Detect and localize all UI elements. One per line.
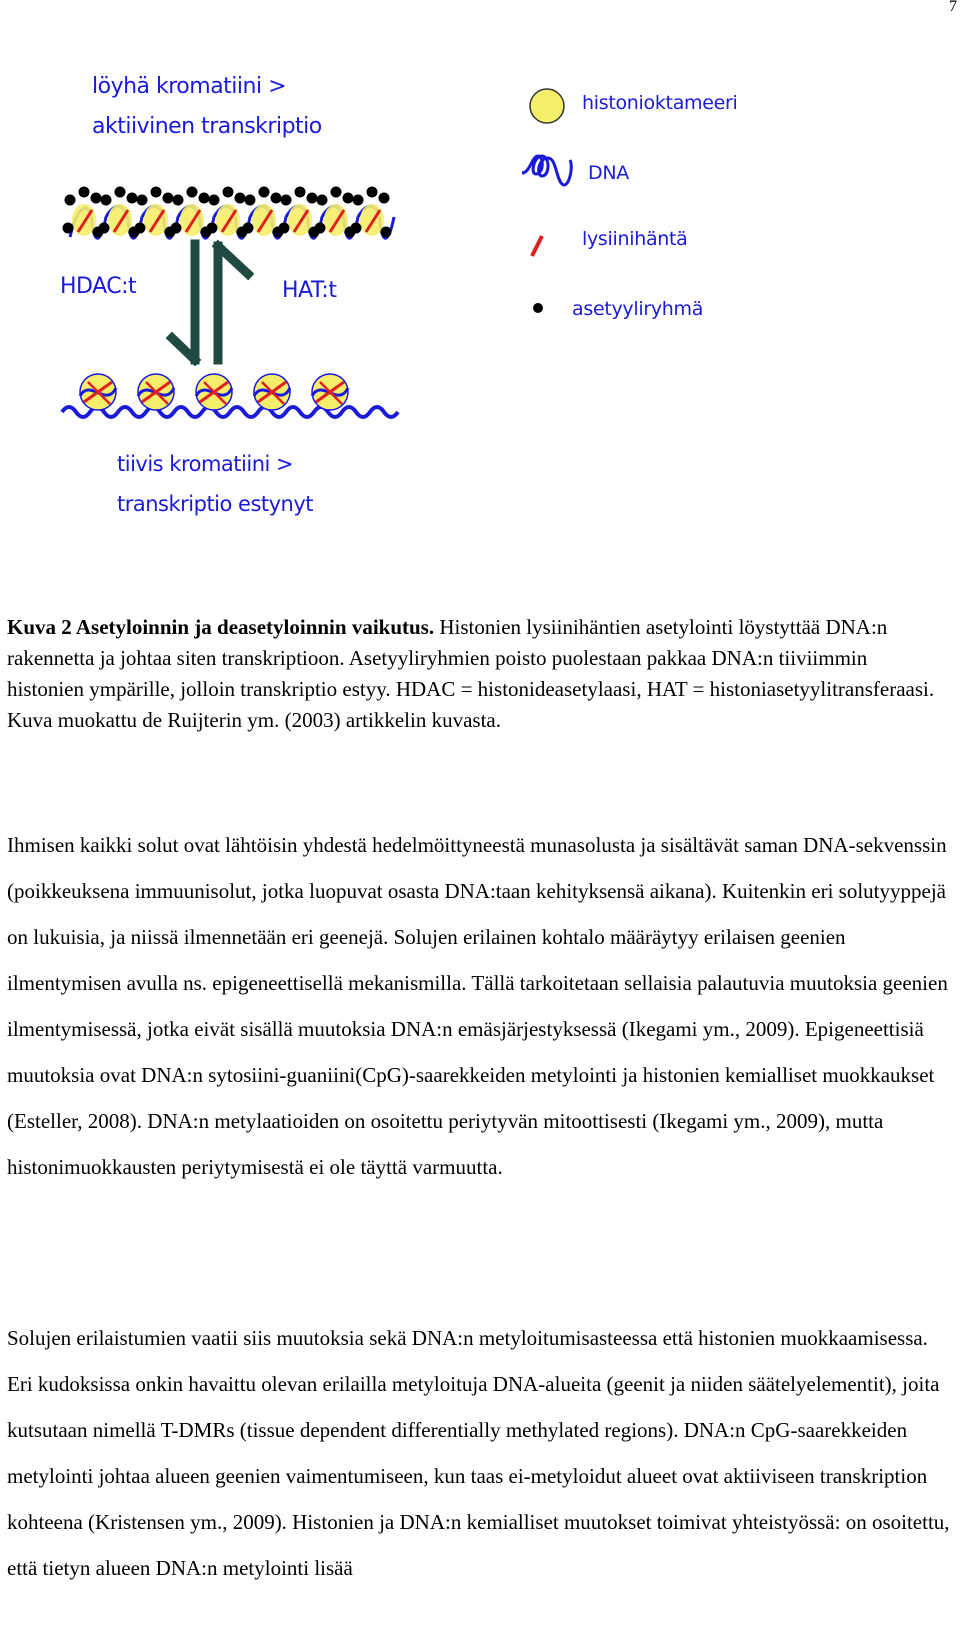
acetyl-dot xyxy=(245,195,256,206)
top-label-line2: aktiivinen transkriptio xyxy=(92,114,322,139)
top-label-line1: löyhä kromatiini > xyxy=(92,74,287,99)
acetyl-dot xyxy=(99,223,110,234)
caption-title: Kuva 2 Asetyloinnin ja deasetyloinnin vaikutus. xyxy=(7,615,435,639)
acetyl-dot xyxy=(271,193,282,204)
red-tail-icon xyxy=(532,236,542,256)
acetyl-dot xyxy=(381,227,392,238)
acetyl-dot xyxy=(65,195,76,206)
body-paragraph-2: Solujen erilaistumien vaatii siis muutoksia sekä DNA:n metyloitumisasteessa että histonien muokkaamisessa. Eri kudoksissa onkin havaittu olevan erilailla metyloituja DNA-alueita (geenit ja niiden säätelyelementit), joita kutsutaan nimellä T-DMRs (tissue dependent differentially methylated regions). DNA:n CpG-saarekkeiden metylointi johtaa alueen geenien vaimentumiseen, kun taas ei-metyloidut alueet ovat aktiiviseen transkription kohteena (Kristensen ym., 2009). Histonien ja DNA:n kemialliset muutokset toimivat yhteistyössä: on osoitettu, että tietyn alueen DNA:n metylointi lisää xyxy=(7,1326,950,1580)
acetyl-dot xyxy=(135,223,146,234)
hat-arrow xyxy=(218,246,248,360)
acetyl-dot xyxy=(209,195,220,206)
acetyl-dot xyxy=(79,187,90,198)
acetyl-dot xyxy=(315,223,326,234)
caption-text: Histonien lysiinihäntien asetylointi löystyttää DNA:n rakennetta ja johtaa siten transkriptioon. Asetyyliryhmien poisto puolestaan pakkaa DNA:n tiiviimmin histonien ympärille, jolloin transkriptio estyy. HDAC = histonideasetylaasi, HAT = histoniasetyylitransferaasi. Kuva muokattu de Ruijterin ym. (2003) artikkelin kuvasta. xyxy=(7,615,935,732)
figure-caption xyxy=(7,612,947,736)
legend-label-lysine-tail: lysiinihäntä xyxy=(582,228,688,250)
acetyl-dot xyxy=(367,187,378,198)
acetyl-dot xyxy=(343,193,354,204)
loose-chromatin xyxy=(63,187,395,239)
acetyl-dot xyxy=(63,223,74,234)
acetyl-dot xyxy=(199,193,210,204)
hdac-label: HDAC:t xyxy=(60,274,137,299)
acetyl-dot xyxy=(235,193,246,204)
body-paragraph-1: Ihmisen kaikki solut ovat lähtöisin yhdestä hedelmöittyneestä munasolusta ja sisältävät saman DNA-sekvenssin (poikkeuksena immuunisolut, jotka luopuvat osasta DNA:taan kehityksensä aikana). Kuitenkin eri solutyyppejä on lukuisia, ja niissä ilmennetään eri geenejä. Solujen erilainen kohtalo määräytyy erilaisen geenien ilmentymisen avulla ns. epigeneettisellä mekanismilla. Tällä tarkoitetaan sellaisia palautuvia muutoksia geenien ilmentymisessä, jotka eivät sisällä muutoksia DNA:n emäsjärjestyksessä (Ikegami ym., 2009). Epigeneettisiä muutoksia ovat DNA:n sytosiini-guaniini(CpG)-saarekkeiden metylointi ja histonien kemialliset muokkaukset (Esteller, 2008). DNA:n metylaatioiden on osoitettu periytyvän mitoottisesti (Ikegami ym., 2009), mutta histonimuokkausten periytymisestä ei ole täyttä varmuutta. xyxy=(7,833,948,1179)
acetyl-dot xyxy=(127,193,138,204)
chromatin-figure xyxy=(60,52,422,552)
chromatin-diagram xyxy=(60,52,422,552)
compact-dna-strand xyxy=(62,407,398,417)
legend-label-histone: histonioktameeri xyxy=(582,92,738,114)
acetyl-dot xyxy=(163,193,174,204)
hdac-arrow xyxy=(172,244,195,360)
acetyl-dot xyxy=(317,195,328,206)
bottom-label-line1: tiivis kromatiini > xyxy=(117,452,294,476)
compact-chromatin xyxy=(62,374,398,417)
black-dot-icon xyxy=(533,303,543,313)
legend-label-dna: DNA xyxy=(588,162,629,184)
acetyl-dot xyxy=(171,223,182,234)
legend-label-acetyl: asetyyliryhmä xyxy=(572,298,704,320)
acetyl-dot xyxy=(259,187,270,198)
acetyl-dot xyxy=(331,187,342,198)
acetyl-dot xyxy=(151,187,162,198)
acetyl-dot xyxy=(207,223,218,234)
acetyl-dot xyxy=(295,187,306,198)
acetyl-dot xyxy=(307,193,318,204)
acetyl-dot xyxy=(223,187,234,198)
acetyl-dot xyxy=(187,187,198,198)
acetyl-dot xyxy=(115,187,126,198)
dna-coil-icon xyxy=(522,156,571,185)
acetyl-dot xyxy=(379,193,390,204)
bottom-label-line2: transkriptio estynyt xyxy=(117,492,314,516)
acetyl-dot xyxy=(351,223,362,234)
acetyl-dot xyxy=(173,195,184,206)
acetyl-dot xyxy=(279,223,290,234)
yellow-circle-icon xyxy=(530,89,564,123)
acetyl-dot xyxy=(101,195,112,206)
figure-legend xyxy=(522,78,757,340)
hat-label: HAT:t xyxy=(282,278,337,303)
acetyl-dot xyxy=(137,195,148,206)
acetyl-dot xyxy=(281,195,292,206)
page-number: 7 xyxy=(949,0,957,15)
acetyl-dot xyxy=(353,195,364,206)
acetyl-dot xyxy=(91,193,102,204)
acetyl-dot xyxy=(243,223,254,234)
